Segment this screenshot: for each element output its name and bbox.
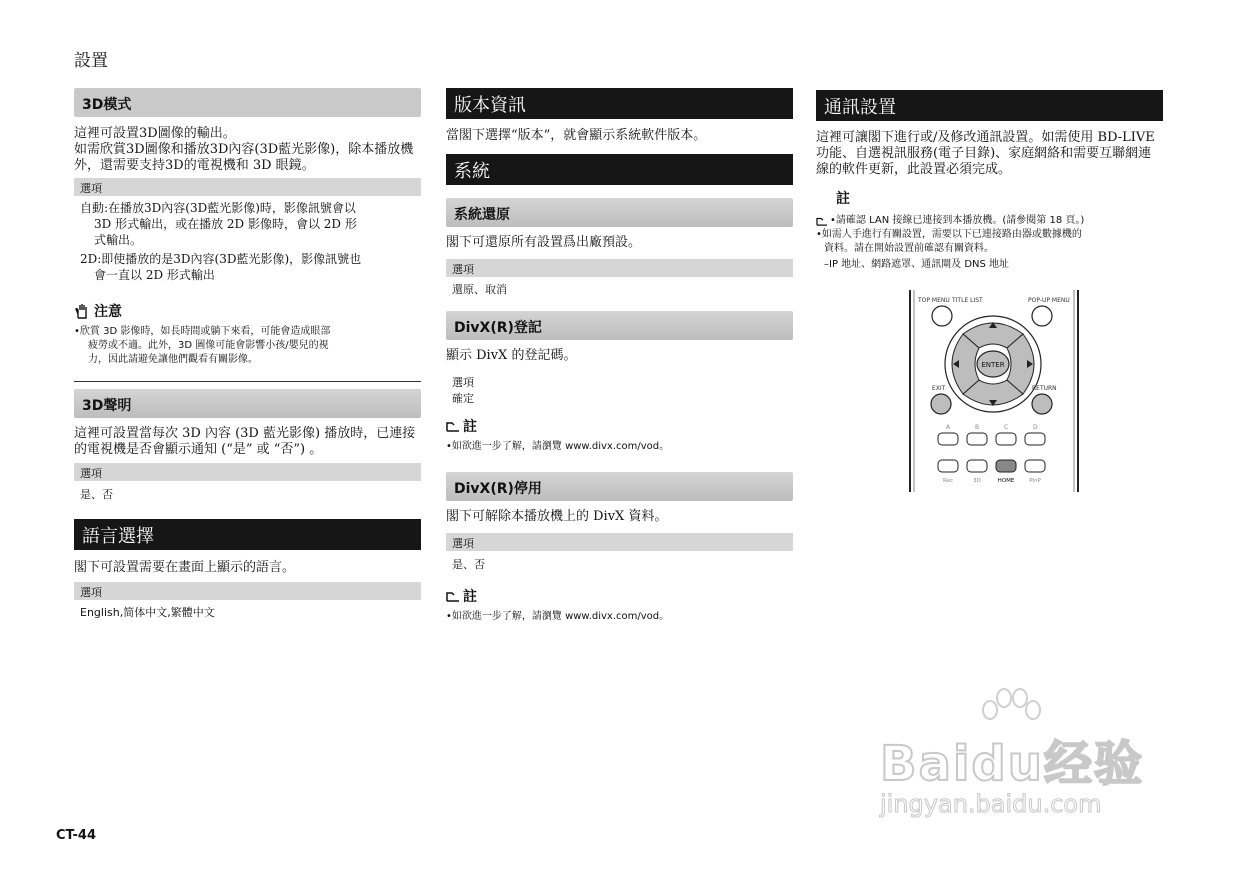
- comm-note-title: 註: [836, 191, 850, 207]
- mode3d-opt1-line2: 3D 形式輸出，或在播放 2D 影像時，會以 2D 形: [94, 217, 357, 231]
- note-icon: [446, 420, 460, 432]
- section-heading-3d-notice: 3D聲明: [74, 389, 421, 418]
- hand-caution-icon: [74, 303, 90, 319]
- remote-d-button: [1025, 433, 1045, 445]
- caution-title: 注意: [94, 304, 122, 320]
- mode3d-opt2-line1: 2D:即使播放的是3D內容(3D藍光影像)，影像訊號也: [80, 252, 362, 266]
- remote-home-button: [996, 460, 1016, 472]
- section-heading-divx-registration: DivX(R)登記: [446, 311, 793, 340]
- caution-header: [74, 301, 421, 321]
- divx-dereg-options-value: 是、否: [452, 558, 485, 571]
- note-icon: [446, 590, 460, 602]
- section-heading-restore: 系統還原: [446, 198, 793, 227]
- column-right: [816, 90, 1163, 484]
- remote-popup-menu-button: [1032, 306, 1052, 326]
- remote-b-button: [967, 433, 987, 445]
- caution-line3: 力，因此請避免讓他們觀看有關影像。: [88, 354, 258, 365]
- comm-note2-line2: 資料。請在開始設置前確認有關資料。: [824, 243, 994, 254]
- comm-note3: –IP 地址、網路遮罩、通訊閘及 DNS 地址: [824, 259, 1010, 270]
- remote-home-label: HOME: [997, 478, 1015, 484]
- remote-a-label: A: [946, 424, 951, 431]
- remote-return-button: [1032, 394, 1052, 414]
- remote-return-label: RETURN: [1032, 385, 1057, 392]
- remote-pinp-label: PinP: [1029, 478, 1041, 484]
- page-number: CT-44: [56, 828, 96, 843]
- remote-exit-label: EXIT: [932, 385, 946, 392]
- language-body: 閣下可設置需要在畫面上顯示的語言。: [74, 560, 296, 575]
- notice3d-options-label: 選項: [74, 463, 421, 481]
- remote-3d-label: 3D: [973, 478, 981, 484]
- comm-note2-line1: •如需人手進行有關設置，需要以下已連接路由器或數據機的: [816, 229, 1082, 240]
- caution-line2: 疲勞或不適。此外，3D 圖像可能會影響小孩/嬰兒的視: [88, 340, 329, 351]
- remote-top-menu-button: [932, 306, 952, 326]
- remote-pinp-button: [1025, 460, 1045, 472]
- remote-control-illustration: [906, 290, 1082, 492]
- restore-options-label: 選項: [446, 259, 793, 277]
- divx-dereg-note-text: •如欲進一步了解，請瀏覽 www.divx.com/vod。: [446, 611, 670, 622]
- remote-enter-label: ENTER: [981, 361, 1005, 369]
- remote-rec-button: [938, 460, 958, 472]
- section-heading-communication: 通訊設置: [816, 90, 1163, 121]
- divx-reg-note-title: 註: [463, 419, 477, 435]
- divx-dereg-note-header: [446, 586, 793, 606]
- mode3d-body-1: 這裡可設置3D圖像的輸出。: [74, 126, 236, 141]
- remote-title-list-label: TITLE LIST: [952, 297, 983, 304]
- watermark-url: jingyan.baidu.com: [880, 790, 1102, 818]
- version-body: 當閣下選擇“版本”，就會顯示系統軟件版本。: [446, 128, 707, 143]
- language-options-label: 選項: [74, 582, 421, 600]
- section-heading-3d-mode: 3D模式: [74, 88, 421, 117]
- divx-reg-options-label: 選項: [452, 376, 474, 389]
- remote-b-label: B: [975, 424, 980, 431]
- mode3d-options-label: 選項: [74, 178, 421, 196]
- mode3d-opt2-line2: 會一直以 2D 形式輸出: [94, 268, 215, 282]
- divx-dereg-note-title: 註: [463, 589, 477, 605]
- divx-reg-note-header: [446, 416, 793, 436]
- divx-dereg-body: 閣下可解除本播放機上的 DivX 資料。: [446, 509, 668, 524]
- remote-c-button: [996, 433, 1016, 445]
- restore-options-value: 還原、取消: [452, 283, 507, 296]
- remote-d-label: D: [1033, 424, 1038, 431]
- page-title: 設置: [74, 51, 108, 71]
- divx-reg-note-text: •如欲進一步了解，請瀏覽 www.divx.com/vod。: [446, 441, 670, 452]
- remote-top-menu-label: TOP MENU: [918, 297, 950, 304]
- remote-rec-label: Rec: [943, 478, 953, 484]
- comm-note1-row: [816, 214, 1163, 228]
- watermark-brand: Baidu经验: [880, 736, 1144, 792]
- restore-body: 閣下可還原所有設置爲出廠預設。: [446, 235, 642, 250]
- mode3d-body-2: 如需欣賞3D圖像和播放3D內容(3D藍光影像)，除本播放機外，還需要支持3D的電視機和 3D 眼鏡。: [74, 142, 414, 173]
- caution-line1: •欣賞 3D 影像時，如長時間或躺下來看，可能會造成眼部: [74, 326, 331, 337]
- column-left: [74, 88, 421, 620]
- divx-dereg-options-label: 選項: [446, 533, 793, 551]
- remote-c-label: C: [1004, 424, 1009, 431]
- comm-notes: [816, 214, 1163, 272]
- section-heading-system: 系統: [446, 154, 793, 185]
- mode3d-opt1-line1: 自動:在播放3D內容(3D藍光影像)時，影像訊號會以: [80, 201, 356, 215]
- language-options-value: English,简体中文,繁體中文: [80, 606, 215, 619]
- remote-popup-menu-label: POP-UP MENU: [1028, 297, 1070, 304]
- remote-exit-button: [931, 394, 951, 414]
- mode3d-opt1-line3: 式輸出。: [94, 233, 143, 247]
- comm-body: 這裡可讓閣下進行或/及修改通訊設置。如需使用 BD-LIVE 功能、自選視訊服務(電子目錄)、家庭網絡和需要互聯網連線的軟件更新，此設置必須完成。: [816, 130, 1155, 177]
- comm-note1: •請確認 LAN 接線已連接到本播放機。(請參閱第 18 頁。): [830, 215, 1085, 226]
- mode3d-options: [74, 200, 421, 283]
- section-heading-version: 版本資訊: [446, 88, 793, 119]
- note-icon: [816, 216, 828, 226]
- remote-3d-button: [967, 460, 987, 472]
- remote-a-button: [938, 433, 958, 445]
- notice3d-body: 這裡可設置當每次 3D 內容 (3D 藍光影像) 播放時，已連接的電視機是否會顯示通知 (“是” 或 “否”) 。: [74, 426, 416, 457]
- section-heading-divx-deregistration: DivX(R)停用: [446, 472, 793, 501]
- caution-text: [74, 325, 421, 367]
- divx-reg-options-value: 確定: [452, 392, 474, 405]
- section-heading-language: 語言選擇: [74, 519, 421, 550]
- notice3d-options-value: 是、否: [80, 488, 113, 501]
- column-middle: [446, 88, 793, 624]
- divider: [74, 381, 421, 382]
- divx-reg-body: 顯示 DivX 的登記碼。: [446, 348, 577, 363]
